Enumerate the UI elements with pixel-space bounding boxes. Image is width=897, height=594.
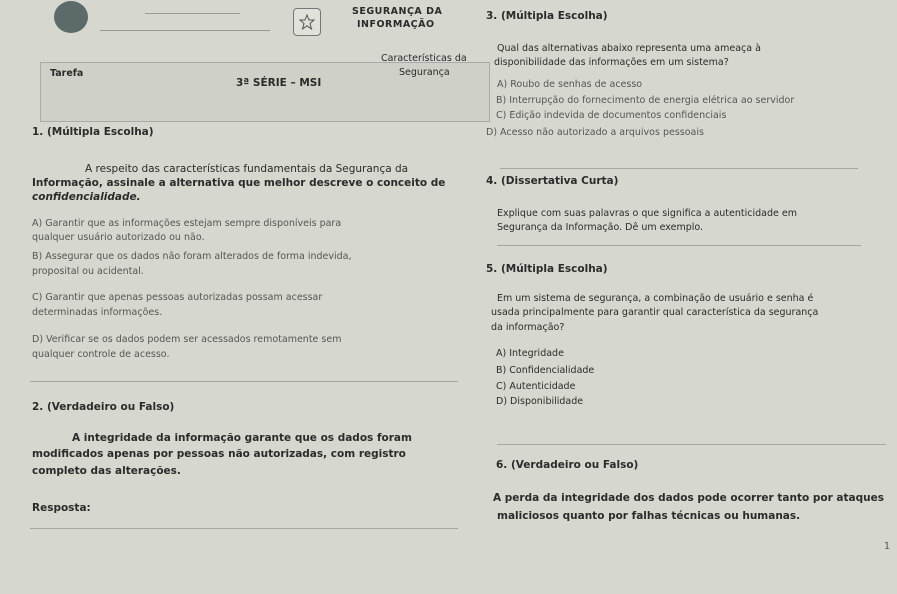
q1-option-c-cont: determinadas informações. bbox=[32, 307, 163, 318]
q2-answer-label: Resposta: bbox=[32, 502, 91, 514]
q5-option-a: A) Integridade bbox=[496, 348, 564, 359]
q5-option-c: C) Autenticidade bbox=[496, 381, 576, 392]
q3-option-d: D) Acesso não autorizado a arquivos pessoais bbox=[486, 127, 704, 138]
q5-title: 5. (Múltipla Escolha) bbox=[486, 263, 608, 275]
q3-title: 3. (Múltipla Escolha) bbox=[486, 10, 608, 22]
q2-stem-line: completo das alterações. bbox=[32, 465, 181, 477]
answer-line[interactable] bbox=[497, 444, 886, 445]
characteristics-line1: Características da bbox=[381, 53, 467, 64]
q4-stem-line: Explique com suas palavras o que significa a autenticidade em bbox=[497, 208, 797, 219]
q6-stem-line: maliciosos quanto por falhas técnicas ou humanas. bbox=[497, 510, 801, 522]
q1-option-d-cont: qualquer controle de acesso. bbox=[32, 349, 170, 360]
answer-line[interactable] bbox=[30, 528, 458, 529]
task-label: Tarefa bbox=[50, 68, 84, 79]
security-title-line1: SEGURANÇA DA bbox=[352, 6, 443, 17]
q2-title: 2. (Verdadeiro ou Falso) bbox=[32, 401, 175, 413]
q3-option-c: C) Edição indevida de documentos confidenciais bbox=[496, 110, 727, 121]
header-rule bbox=[100, 30, 270, 31]
q1-stem-line: Informação, assinale a alternativa que melhor descreve o conceito de bbox=[32, 177, 446, 189]
q4-title: 4. (Dissertativa Curta) bbox=[486, 175, 619, 187]
q2-stem-line: A integridade da informação garante que os dados foram bbox=[72, 432, 412, 444]
characteristics-line2: Segurança bbox=[399, 67, 450, 78]
q4-stem-line: Segurança da Informação. Dê um exemplo. bbox=[497, 222, 704, 233]
q3-option-a: A) Roubo de senhas de acesso bbox=[497, 79, 643, 90]
answer-line bbox=[30, 381, 458, 382]
answer-line[interactable] bbox=[500, 168, 858, 169]
q1-option-b-cont: proposital ou acidental. bbox=[32, 266, 144, 277]
q3-stem-line: disponibilidade das informações em um sistema? bbox=[494, 57, 729, 68]
q5-option-b: B) Confidencialidade bbox=[496, 365, 595, 376]
q5-option-d: D) Disponibilidade bbox=[496, 396, 584, 407]
q5-stem-line: da informação? bbox=[491, 322, 565, 333]
star-icon bbox=[299, 14, 315, 30]
q5-stem-line: usada principalmente para garantir qual característica da segurança bbox=[491, 307, 819, 318]
q3-stem-line: Qual das alternativas abaixo representa uma ameaça à bbox=[497, 43, 761, 54]
answer-line[interactable] bbox=[497, 245, 861, 246]
q6-title: 6. (Verdadeiro ou Falso) bbox=[496, 459, 639, 471]
q2-stem-line: modificados apenas por pessoas não autorizadas, com registro bbox=[32, 448, 406, 460]
q1-option-a-cont: qualquer usuário autorizado ou não. bbox=[32, 232, 205, 243]
star-badge bbox=[293, 8, 321, 36]
q1-option-d: D) Verificar se os dados podem ser acessados remotamente sem bbox=[32, 334, 342, 345]
q1-stem-line: confidencialidade. bbox=[32, 191, 141, 203]
header-rule-short bbox=[145, 13, 240, 14]
q1-option-a: A) Garantir que as informações estejam sempre disponíveis para bbox=[32, 218, 342, 229]
q5-stem-line: Em um sistema de segurança, a combinação de usuário e senha é bbox=[497, 293, 814, 304]
q3-option-b: B) Interrupção do fornecimento de energia elétrica ao servidor bbox=[496, 95, 795, 106]
q1-stem-line: A respeito das características fundamentais da Segurança da bbox=[85, 163, 409, 175]
q1-option-b: B) Assegurar que os dados não foram alterados de forma indevida, bbox=[32, 251, 352, 262]
q6-stem-line: A perda da integridade dos dados pode ocorrer tanto por ataques bbox=[493, 492, 884, 504]
grade-label: 3ª SÉRIE – MSI bbox=[236, 77, 322, 89]
q1-option-c: C) Garantir que apenas pessoas autorizadas possam acessar bbox=[32, 292, 323, 303]
q1-title: 1. (Múltipla Escolha) bbox=[32, 126, 154, 138]
page-number: 1 bbox=[884, 541, 891, 552]
security-title-line2: INFORMAÇÃO bbox=[357, 19, 435, 30]
school-logo bbox=[54, 1, 88, 33]
